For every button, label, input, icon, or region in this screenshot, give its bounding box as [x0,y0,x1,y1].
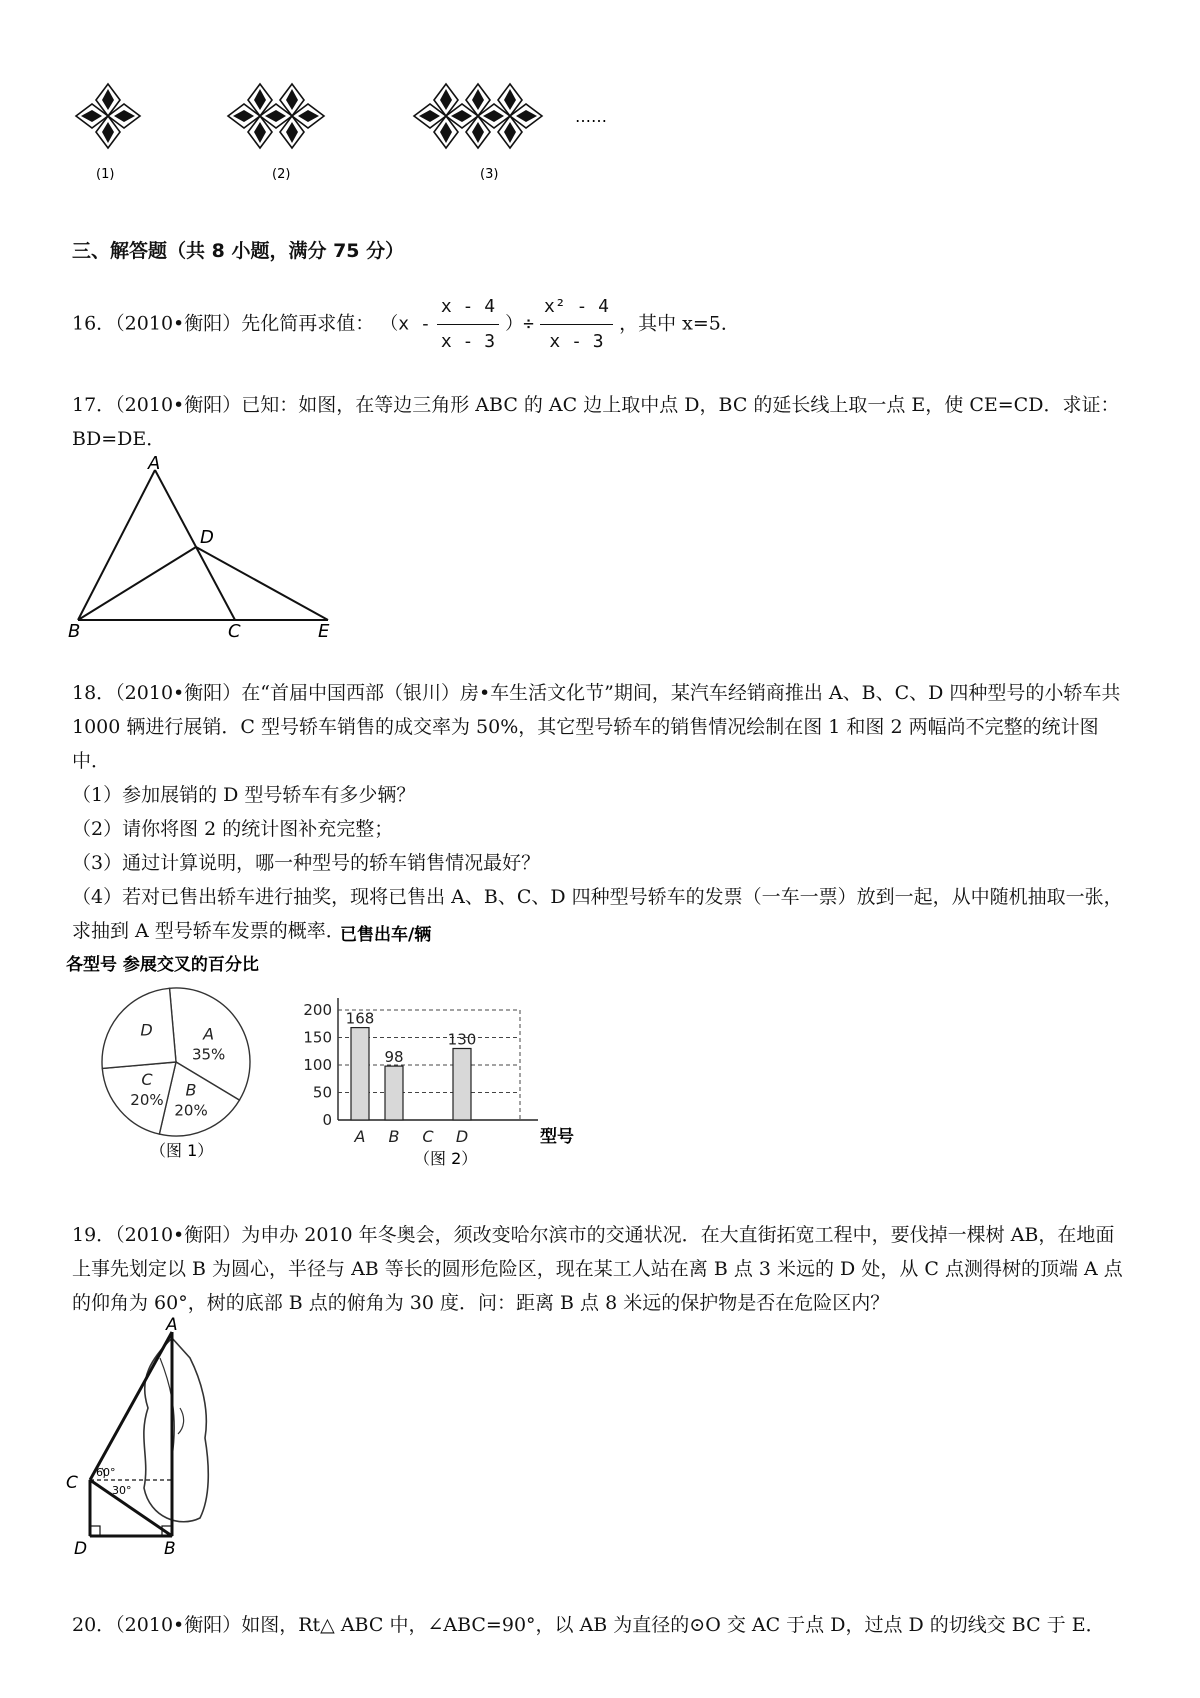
pie-label-C: C [141,1070,153,1090]
diamond-pattern-figures [60,60,680,200]
bar-value-label-D: 130 [447,1030,477,1049]
bar-xlabel: 型号 [540,1127,574,1147]
q19-label-D: D [74,1539,88,1559]
q16-close-div: ）÷ [505,313,534,335]
pie-pct-C: 20% [130,1091,164,1110]
pattern-label-1: (1) [96,167,115,182]
q16-open: （x - [380,313,431,335]
question-20-text: 20．（2010•衡阳）如图，Rt△ ABC 中，∠ABC=90°，以 AB 为直径的⊙O 交 AC 于点 D，过点 D 的切线交 BC 于 E． [72,1614,1105,1636]
bar-y-tick-label: 100 [303,1056,332,1074]
bar-caption: （图 2） [414,1149,478,1168]
pie-label-B: B [185,1080,197,1100]
pie-slices [102,988,250,1136]
section-heading: 三、解答题（共 8 小题，满分 75 分） [72,240,405,262]
bar-category-C: C [422,1127,434,1146]
q17-label-C: C [228,621,241,642]
q18-pie-chart [64,950,304,1170]
bar-y-ticks [303,1001,332,1129]
pie-slice-D [102,988,176,1068]
q17-label-A: A [148,453,161,474]
q19-angle-60: 60° [96,1466,116,1479]
bar-category-A: A [354,1127,366,1146]
q18-sub-2: （2）请你将图 2 的统计图补充完整； [72,818,394,840]
pattern-label-2: (2) [272,167,291,182]
q16-prefix: 16．（2010•衡阳）先化简再求值： [72,312,375,335]
pie-caption: （图 1） [150,1141,214,1160]
bar-D [453,1049,471,1121]
q19-label-A: A [166,1315,178,1335]
bar-A [351,1028,369,1120]
q18-sub-4: （4）若对已售出轿车进行抽奖，现将已售出 A、B、C、D 四种型号轿车的发票（一车一票）放到一起，从中随机抽取一张，求抽到 A 型号轿车发票的概率． [72,886,1123,942]
pie-title: 各型号 参展交叉的百分比 [66,955,259,975]
q19-label-B: B [164,1539,176,1559]
pie-pct-A: 35% [191,1045,226,1064]
bar-title: 已售出车/辆 [340,925,432,945]
bar-value-label-B: 98 [384,1048,404,1067]
q19-label-C: C [66,1473,78,1493]
q18-sub-1: （1）参加展销的 D 型号轿车有多少辆？ [72,784,416,806]
bar-B [385,1066,403,1120]
q17-label-D: D [200,527,214,548]
bar-y-tick-label: 200 [303,1001,332,1019]
q16-frac1-den: x - 3 [440,331,496,352]
bar-categories [354,1127,469,1146]
q16-fraction-1 [437,290,499,359]
bar-category-B: B [388,1127,400,1146]
q16-frac1-num: x - 4 [437,290,499,325]
question-17-text: 17．（2010•衡阳）已知：如图，在等边三角形 ABC 的 AC 边上取中点 D，BC 的延长线上取一点 E，使 CE=CD．求证：BD=DE． [72,394,1120,450]
q19-angle-30: 30° [112,1484,132,1497]
bar-y-tick-label: 150 [303,1028,332,1047]
q17-label-E: E [318,621,330,642]
q18-sub-3: （3）通过计算说明，哪一种型号的轿车销售情况最好？ [72,852,541,874]
pie-label-D: D [140,1020,153,1040]
pattern-ellipsis: …… [575,107,607,126]
pie-pct-B: 20% [174,1101,208,1120]
bar-y-tick-label: 50 [312,1083,332,1102]
bar-category-D: D [455,1127,469,1146]
pattern-label-3: (3) [480,167,499,182]
q16-frac2-num: x² - 4 [540,290,613,325]
pie-label-A: A [203,1024,215,1044]
bar-y-tick-label: 0 [322,1111,332,1129]
q17-label-B: B [68,621,81,642]
q18-bar-chart [303,920,608,1170]
question-16 [72,290,740,359]
question-18-text: 18．（2010•衡阳）在“首届中国西部（银川）房•车生活文化节”期间，某汽车经销商推出 A、B、C、D 四种型号的小轿车共 1000 辆进行展销．C 型号轿车销售的成交率为 50%，其它型号轿车的销售情况绘制在图 1 和图 2 两幅尚不完整的统计图中． [72,682,1121,772]
pattern-figure-1 [76,84,140,148]
question-19-text: 19．（2010•衡阳）为申办 2010 年冬奥会，须改变哈尔滨市的交通状况．在大直街拓宽工程中，要伐掉一棵树 AB，在地面上事先划定以 B 为圆心，半径与 AB 等长的圆形危险区，现在某工人站在离 B 点 3 米远的 D 处，从 C 点测得树的顶端 A 点的仰角为 60°，树的底部 B 点的俯角为 30 度．问：距离 B 点 8 米远的保护物是否在危险区内？ [72,1224,1123,1314]
q16-fraction-2 [540,290,613,359]
q17-triangle-figure [60,455,360,640]
q16-suffix: ，其中 x=5． [619,312,740,335]
q19-tree-figure [60,1315,260,1559]
q16-frac2-den: x - 3 [549,331,604,352]
bar-value-label-A: 168 [345,1009,375,1028]
